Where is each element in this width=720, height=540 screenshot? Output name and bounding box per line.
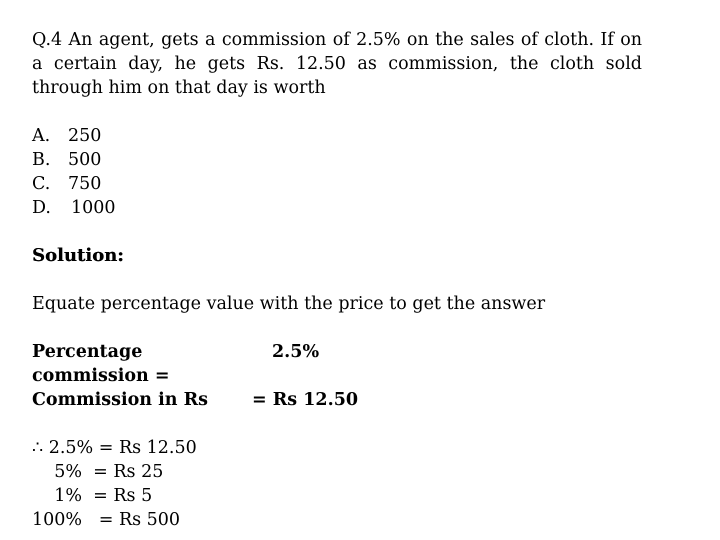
option-b	[32, 148, 642, 172]
option-value: 250	[68, 126, 102, 146]
option-letter: B.	[32, 150, 51, 170]
option-c	[32, 172, 642, 196]
option-d	[32, 196, 642, 220]
option-letter: D.	[32, 198, 51, 218]
option-value: 500	[68, 150, 102, 170]
given-value: 2.5%	[272, 342, 320, 362]
given-label: Commission in Rs	[32, 390, 208, 410]
given-row-percentage	[32, 340, 642, 388]
option-a	[32, 124, 642, 148]
given-values	[32, 340, 642, 412]
option-letter: C.	[32, 174, 51, 194]
solution-title: Solution:	[32, 245, 124, 266]
calc-step: 100% = Rs 500	[32, 510, 181, 530]
given-value: = Rs 12.50	[252, 390, 359, 410]
calculation-steps	[32, 436, 642, 532]
option-letter: A.	[32, 126, 51, 146]
calc-step: 5% = Rs 25	[32, 462, 164, 482]
calc-step: 1% = Rs 5	[32, 486, 153, 506]
question-text: Q.4 An agent, gets a commission of 2.5% on the sales of cloth. If on a certain day, he gets Rs. 12.50 as commission, the cloth sold through him on that day is worth	[32, 30, 642, 98]
options-list	[32, 124, 642, 220]
option-value: 750	[68, 174, 102, 194]
option-value: 1000	[71, 198, 116, 218]
solution-description: Equate percentage value with the price to get the answer	[32, 294, 546, 314]
slide-content	[32, 28, 642, 532]
given-label: Percentage commission =	[32, 342, 170, 386]
calc-step: ∴ 2.5% = Rs 12.50	[32, 438, 197, 458]
given-row-commission	[32, 388, 642, 412]
